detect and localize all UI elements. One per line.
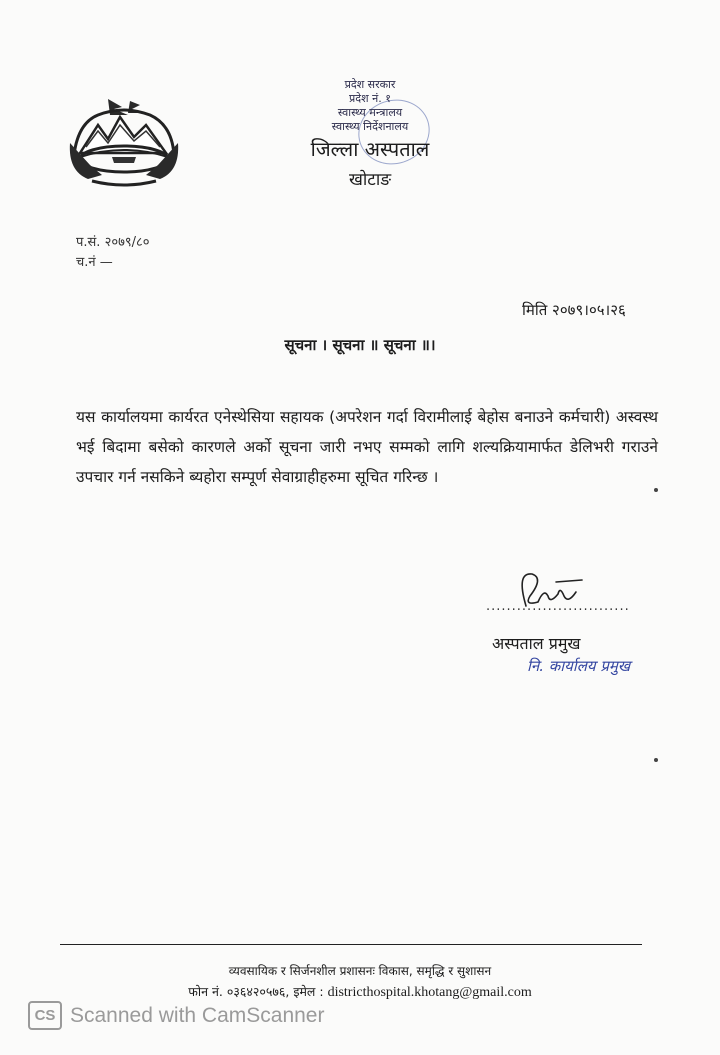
footer-slogan: व्यवसायिक र सिर्जनशील प्रशासनः विकास, समृद्धि र सुशासन	[228, 964, 492, 978]
header-line-3: स्वास्थ्य मन्त्रालय	[337, 106, 403, 119]
notice-body: यस कार्यालयमा कार्यरत एनेस्थेसिया सहायक (अपरेशन गर्दा विरामीलाई बेहोस बनाउने कर्मचारी) अस्वस्थ भई बिदामा बसेको कारणले अर्को सूचना जारी नभए सम्मको लागि शल्यक्रियामार्फत डेलिभरी गराउने उपचार गर्न नसकिने ब्यहोरा सम्पूर्ण सेवाग्राहीहरुमा सूचित गरिन्छ ।	[76, 408, 658, 486]
notice-title: सूचना । सूचना ॥ सूचना ॥।	[284, 336, 436, 354]
header-line-4: स्वास्थ्य निर्देशनालय	[331, 120, 409, 133]
hospital-name: जिल्ला अस्पताल	[310, 137, 430, 161]
footer-divider	[60, 944, 642, 945]
footer-contact	[0, 983, 720, 1001]
hospital-location: खोटाङ	[348, 170, 392, 190]
scan-speck	[654, 488, 658, 492]
nepal-emblem-icon	[68, 95, 180, 187]
camscanner-watermark	[28, 1001, 324, 1030]
watermark-text: Scanned with CamScanner	[70, 1003, 325, 1027]
letter-date: मिति २०७९।०५।२६	[522, 301, 626, 319]
scan-speck	[654, 758, 658, 762]
header-line-2: प्रदेश नं. १	[349, 92, 391, 105]
signature-line: ............................	[486, 599, 630, 614]
office-chief-stamp: नि. कार्यालय प्रमुख	[527, 657, 631, 675]
header-line-1: प्रदेश सरकार	[344, 78, 396, 91]
signatory-title: अस्पताल प्रमुख	[492, 634, 581, 653]
footer-email: districthospital.khotang@gmail.com	[327, 985, 532, 1000]
patra-sankhya: प.सं. २०७९/८०	[76, 235, 150, 250]
footer-phone: फोन नं. ०३६४२०५७६, इमेल :	[188, 984, 324, 999]
chalani-number: च.नं —	[76, 255, 113, 270]
letterhead	[270, 78, 470, 192]
camscanner-logo-icon: CS	[28, 1001, 62, 1030]
